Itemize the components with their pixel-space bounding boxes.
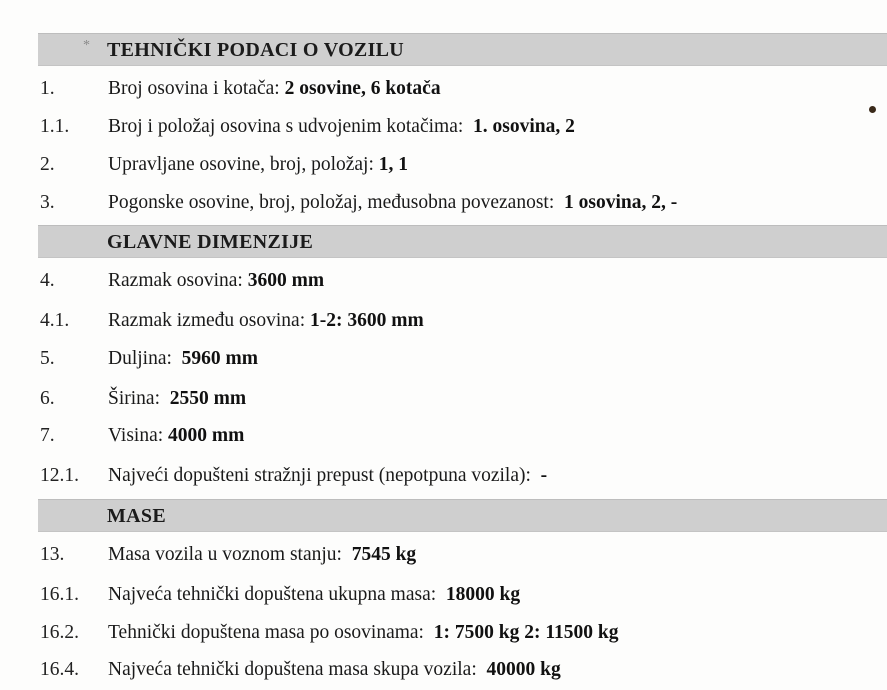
section-header-dims [38, 225, 887, 258]
ink-dot [869, 106, 876, 113]
row-number: 4. [40, 270, 55, 291]
spec-row [0, 348, 887, 382]
row-label: Duljina: 5960 mm [108, 348, 259, 369]
row-number: 6. [40, 388, 55, 409]
row-value: 4000 mm [168, 425, 245, 446]
row-label: Pogonske osovine, broj, položaj, međusobna povezanost: 1 osovina, 2, - [108, 192, 678, 213]
spec-row [0, 465, 887, 499]
row-label: Broj i položaj osovina s udvojenim kotačima: 1. osovina, 2 [108, 116, 575, 137]
row-number: 16.4. [40, 659, 79, 680]
row-value: 1, 1 [378, 154, 409, 175]
row-label: Broj osovina i kotača: 2 osovine, 6 kotača [108, 78, 441, 99]
spec-row [0, 116, 887, 150]
spec-row [0, 388, 887, 422]
spec-row [0, 659, 887, 690]
row-label: Masa vozila u voznom stanju: 7545 kg [108, 544, 417, 565]
row-label: Tehnički dopuštena masa po osovinama: 1: 7500 kg 2: 11500 kg [108, 622, 619, 643]
spec-row [0, 310, 887, 344]
section-title-dims: GLAVNE DIMENZIJE [107, 231, 314, 253]
row-number: 7. [40, 425, 55, 446]
section-header-tech [38, 33, 887, 66]
row-value: 1. osovina, 2 [473, 116, 575, 137]
row-value: - [540, 465, 548, 486]
row-value: 3600 mm [247, 270, 325, 291]
row-label: Visina: 4000 mm [108, 425, 245, 446]
row-number: 4.1. [40, 310, 70, 331]
section-header-mass [38, 499, 887, 532]
row-value: 2550 mm [169, 388, 247, 409]
row-label: Razmak između osovina: 1-2: 3600 mm [108, 310, 424, 331]
row-number: 16.1. [40, 584, 79, 605]
row-value: 7545 kg [351, 544, 417, 565]
row-label: Širina: 2550 mm [108, 388, 247, 409]
row-label: Razmak osovina: 3600 mm [108, 270, 325, 291]
spec-row [0, 154, 887, 188]
row-number: 2. [40, 154, 55, 175]
row-number: 1. [40, 78, 55, 99]
row-value: 40000 kg [486, 659, 561, 680]
row-number: 12.1. [40, 465, 79, 486]
row-label: Upravljane osovine, broj, položaj: 1, 1 [108, 154, 409, 175]
asterisk-mark: * [83, 38, 90, 53]
row-label: Najveća tehnički dopuštena ukupna masa: 18000 kg [108, 584, 521, 605]
spec-row [0, 584, 887, 618]
row-number: 13. [40, 544, 65, 565]
row-value: 1: 7500 kg 2: 11500 kg [433, 622, 619, 643]
row-value: 1 osovina, 2, - [564, 192, 678, 213]
spec-row [0, 622, 887, 656]
spec-row [0, 192, 887, 226]
spec-row [0, 270, 887, 304]
row-label: Najveća tehnički dopuštena masa skupa vozila: 40000 kg [108, 659, 561, 680]
row-value: 5960 mm [181, 348, 259, 369]
section-title-tech: TEHNIČKI PODACI O VOZILU [107, 39, 405, 61]
row-value: 2 osovine, 6 kotača [284, 78, 441, 99]
row-number: 3. [40, 192, 55, 213]
spec-row [0, 544, 887, 578]
row-number: 16.2. [40, 622, 79, 643]
spec-row [0, 78, 887, 112]
spec-row [0, 425, 887, 459]
row-value: 18000 kg [445, 584, 521, 605]
row-label: Najveći dopušteni stražnji prepust (nepotpuna vozila): - [108, 465, 548, 486]
row-number: 1.1. [40, 116, 70, 137]
row-number: 5. [40, 348, 55, 369]
section-title-mass: MASE [107, 505, 166, 527]
row-value: 1-2: 3600 mm [310, 310, 424, 331]
